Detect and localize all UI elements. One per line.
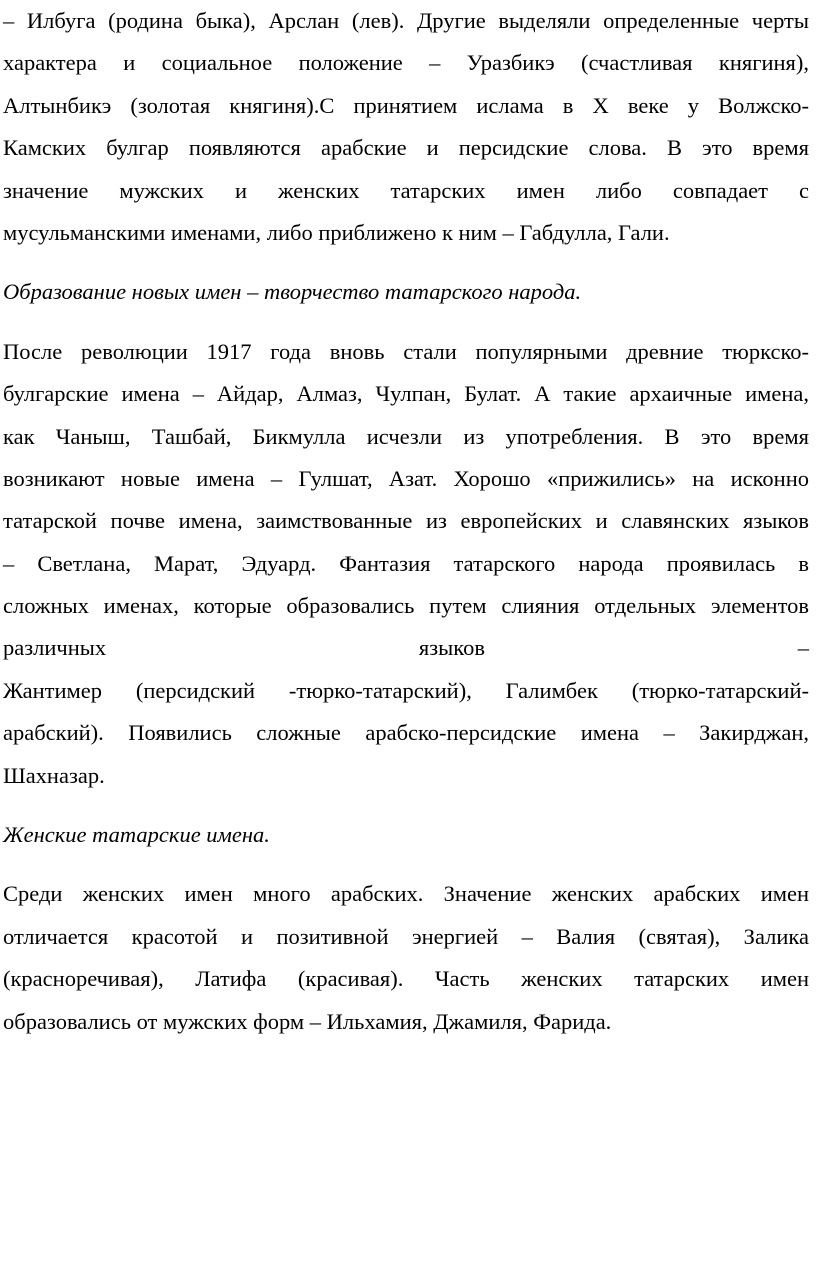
text-line: характера и социальное положение – Уразбикэ (счастливая княгиня), <box>3 50 809 76</box>
text-line: как Чаныш, Ташбай, Бикмулла исчезли из употребления. В это время <box>3 423 809 449</box>
text-line: Шахназар. <box>3 762 105 788</box>
text-line: (красноречивая), Латифа (красивая). Часть женских татарских имен <box>3 966 809 992</box>
text-line: арабский). Появились сложные арабско-персидские имена – Закирджан, <box>3 720 809 746</box>
text-line: Камских булгар появляются арабские и персидские слова. В это время <box>3 135 809 161</box>
paragraph-names-origin <box>3 0 809 254</box>
document-page <box>3 0 809 1043</box>
text-line: отличается красотой и позитивной энергией – Валия (святая), Залика <box>3 923 809 949</box>
text-line: После революции 1917 года вновь стали популярными древние тюркско- <box>3 338 809 364</box>
text-line: значение мужских и женских татарских имен либо совпадает с <box>3 177 809 203</box>
text-line: сложных именах, которые образовались путем слияния отдельных элементов <box>3 593 809 619</box>
text-line: мусульманскими именами, либо приближено к ним – Габдулла, Гали. <box>3 219 670 245</box>
text-line: Жантимер (персидский -тюрко-татарский), Галимбек (тюрко-татарский- <box>3 677 809 703</box>
text-line: различных языков – <box>3 635 809 661</box>
section-heading-new-names: Образование новых имен – творчество татарского народа. <box>3 279 582 305</box>
text-line: возникают новые имена – Гулшат, Азат. Хорошо «прижились» на исконно <box>3 465 809 491</box>
text-line: татарской почве имена, заимствованные из европейских и славянских языков <box>3 508 809 534</box>
text-line: булгарские имена – Айдар, Алмаз, Чулпан, Булат. А такие архаичные имена, <box>3 381 809 407</box>
text-line: образовались от мужских форм – Ильхамия, Джамиля, Фарида. <box>3 1008 612 1034</box>
paragraph-post-revolution-names <box>3 331 809 797</box>
text-line: – Светлана, Марат, Эдуард. Фантазия татарского народа проявилась в <box>3 550 809 576</box>
text-line: Алтынбикэ (золотая княгиня).С принятием ислама в X веке у Волжско- <box>3 92 809 118</box>
text-line: Среди женских имен много арабских. Значение женских арабских имен <box>3 881 809 907</box>
text-line: – Илбуга (родина быка), Арслан (лев). Другие выделяли определенные черты <box>3 8 809 33</box>
section-heading-female-names: Женские татарские имена. <box>3 822 270 848</box>
paragraph-female-names <box>3 873 809 1043</box>
